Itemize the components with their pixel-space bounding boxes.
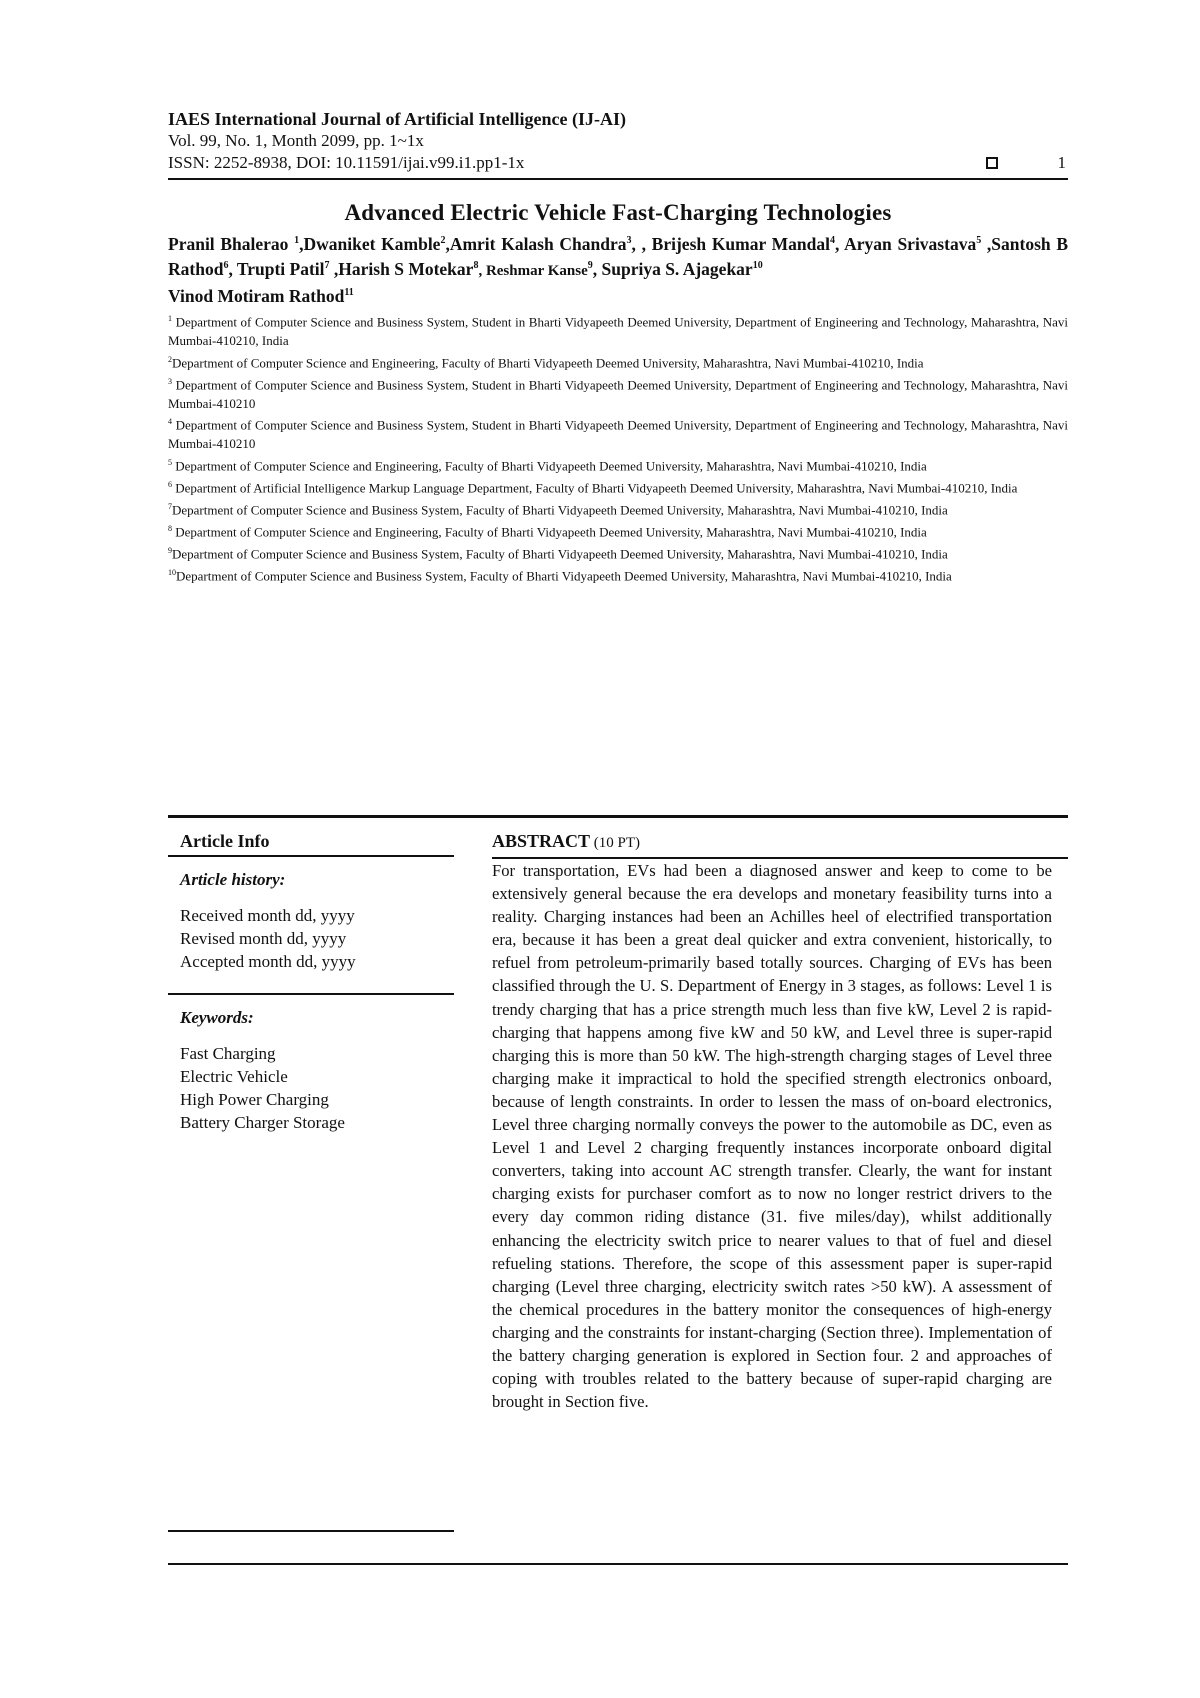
author: , Trupti Patil$^7$ [228,258,330,279]
article-info-heading: Article Info [180,831,270,851]
list-item: Electric Vehicle [180,1067,288,1086]
author: Pranil Bhalerao $^1$ [168,233,300,254]
section-rule-bottom [168,1563,1068,1565]
article-info-panel [168,830,454,1134]
paper-title: Advanced Electric Vehicle Fast-Charging Technologies [344,200,892,225]
list-item: High Power Charging [180,1090,329,1109]
square-box-icon [986,157,998,169]
list-item: Received month dd, yyyy [180,906,355,925]
affiliation: $^2$Department of Computer Science and Engineering, Faculty of Bharti Vidyapeeth Deemed University, Maharashtra, Navi Mumbai-410210, India [168,355,924,371]
author-last: Vinod Motiram Rathod$^{11}$ [168,285,354,306]
issn-row [168,152,1068,174]
list-item: Battery Charger Storage [180,1113,345,1132]
volume-line: Vol. 99, No. 1, Month 2099, pp. 1~1x [168,131,424,150]
author: , Aryan Srivastava$^5$ [835,233,982,254]
list-item: Revised month dd, yyyy [180,929,347,948]
author: , Reshmar Kanse$^9$ [478,259,593,279]
affiliation: $^3$ Department of Computer Science and Business System, Student in Bharti Vidyapeeth Deemed University, Department of Engineering and Technology, Maharashtra, Navi Mumbai-410210 [168,376,1068,411]
issn-line: ISSN: 2252-8938, DOI: 10.11591/ijai.v99.i1.pp1-1x [168,153,525,172]
list-item: Accepted month dd, yyyy [180,952,356,971]
author: , , Brijesh Kumar Mandal$^4$ [631,233,835,254]
history-list [168,904,454,973]
author: ,Amrit Kalash Chandra$^3$ [445,233,632,254]
affiliation: $^1$ Department of Computer Science and Business System, Student in Bharti Vidyapeeth Deemed University, Department of Engineering and Technology, Maharashtra, Navi Mumbai-410210, India [168,314,1068,349]
list-item: Fast Charging [180,1044,276,1063]
abstract-text: For transportation, EVs had been a diagnosed answer and keep to come to be extensively general because the era develops and monetary feasibility turns into a reality. Charging instances had been an Achilles heel of electrified transportation era, because it has been a great deal quicker and extra convenient, historically, to refuel from petroleum-primarily based totally sources. Charging of EVs has been classified through the U. S. Department of Energy in 3 stages, as follows: Level 1 is trendy charging that has a price strength much less than five kW, Level 2 is rapid-charging that happens among five kW and 50 kW, and Level three is super-rapid charging this is more than 50 kW. The high-strength charging stages of Level three charging make it impractical to hold the specified strength electronics onboard, because of length constraints. In order to lessen the mass of on-board electronics, Level three charging normally conveys the power to the automobile as DC, even as Level 1 and Level 2 charging frequently instances incorporate onboard digital converters, taking into account AC strength transfer. Clearly, the want for instant charging exists for purchaser comfort as to now no longer restrict drivers to the every day common riding distance (31. five miles/day), whilst additionally enhancing the electricity switch price to nearer values to that of fuel and diesel refueling stations. Therefore, the scope of this assessment paper is super-rapid charging (Level three charging, electricity switch rates >50 kW). A assessment of the chemical procedures in the battery monitor the consequences of high-energy charging and the constraints for instant-charging (Section three). Implementation of the battery charging generation is explored in Section four. 2 and approaches of coping with troubles related to the battery because of super-rapid charging are brought in Section five. [492,861,1052,1412]
journal-name: IAES International Journal of Artificial Intelligence (IJ-AI) [168,109,626,129]
history-rule [168,993,454,995]
keywords-rule [168,1530,454,1532]
article-info-rule [168,855,454,857]
page-number: 1 [1057,153,1066,172]
section-rule-top [168,815,1068,818]
author: ,Harish S Motekar$^8$ [329,258,479,279]
page-header [168,108,1068,585]
header-rule [168,178,1068,180]
affiliation-list [168,310,1068,585]
affiliation: $^5$ Department of Computer Science and Engineering, Faculty of Bharti Vidyapeeth Deemed University, Maharashtra, Navi Mumbai-410210, India [168,457,927,474]
author: ,Dwaniket Kamble$^2$ [299,233,446,254]
affiliation: $^4$ Department of Computer Science and Business System, Student in Bharti Vidyapeeth Deemed University, Department of Engineering and Technology, Maharashtra, Navi Mumbai-410210 [168,417,1068,452]
affiliation: $^9$Department of Computer Science and Business System, Faculty of Bharti Vidyapeeth Deemed University, Maharashtra, Navi Mumbai-410210, India [168,545,948,561]
abstract-panel [492,830,1068,1413]
author: ,Santosh B Rathod$^6$ [168,233,1068,279]
issn-right [986,152,1069,174]
author: , Supriya S. Ajagekar$^{10}$ [592,258,763,279]
affiliation: $^{10}$Department of Computer Science and Business System, Faculty of Bharti Vidyapeeth Deemed University, Maharashtra, Navi Mumbai-410210, India [168,567,952,583]
article-history-heading: Article history: [180,870,286,889]
author-list [168,230,1068,282]
affiliation: $^8$ Department of Computer Science and Engineering, Faculty of Bharti Vidyapeeth Deemed University, Maharashtra, Navi Mumbai-410210, India [168,523,927,540]
abstract-heading: ABSTRACT (10 PT) [492,831,641,851]
affiliation: $^6$ Department of Artificial Intelligence Markup Language Department, Faculty of Bharti Vidyapeeth Deemed University, Maharashtra, Navi Mumbai-410210, India [168,479,1018,496]
keywords-list [168,1042,454,1134]
keywords-heading: Keywords: [180,1008,254,1027]
affiliation: $^7$Department of Computer Science and Business System, Faculty of Bharti Vidyapeeth Deemed University, Maharashtra, Navi Mumbai-410210, India [168,501,948,518]
